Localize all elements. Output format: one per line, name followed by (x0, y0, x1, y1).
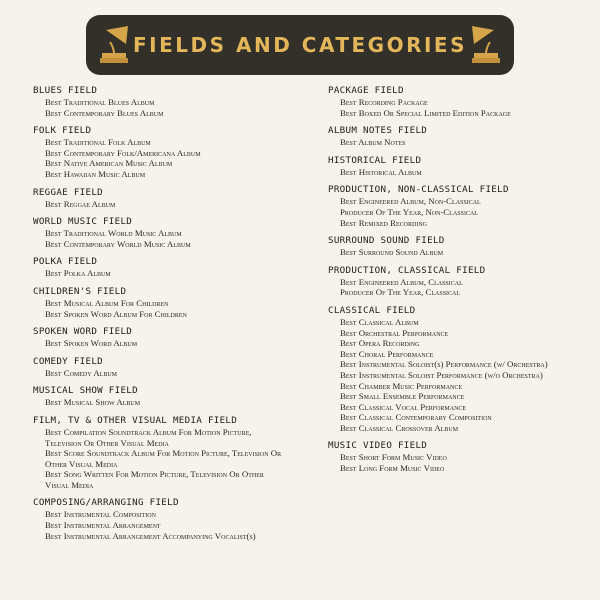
category-item: Best Polka Album (45, 268, 111, 279)
category-item: Best Classical Album (340, 316, 419, 327)
category-item: Best Surround Sound Album (340, 247, 444, 258)
field-composing-arranging-field (33, 497, 323, 541)
category-item: Best Instrumental Soloist(s) Performance (w/ Orchestra) (340, 359, 548, 370)
field-title: PRODUCTION, CLASSICAL FIELD (328, 264, 486, 276)
category-item: Best Musical Album For Children (45, 297, 169, 308)
category-item: Best Song Written For Motion Picture, Television Or Other Visual Media (45, 469, 264, 490)
category-item: Best Traditional Folk Album (45, 137, 151, 148)
field-children-s-field (33, 286, 323, 319)
field-world-music-field (33, 216, 323, 249)
field-title: FOLK FIELD (33, 125, 92, 137)
category-item: Best Recording Package (340, 97, 428, 107)
left-column (33, 85, 323, 548)
field-classical-field (328, 305, 590, 434)
field-title: MUSIC VIDEO FIELD (328, 440, 428, 452)
category-item: Best Engineered Album, Classical (340, 276, 463, 287)
field-title: POLKA FIELD (33, 256, 98, 268)
field-blues-field (33, 85, 323, 118)
category-item: Best Long Form Music Video (340, 463, 445, 474)
page-title: FIELDS AND CATEGORIES (133, 33, 467, 57)
field-historical-field (328, 155, 590, 178)
field-folk-field (33, 125, 323, 179)
category-item: Best Instrumental Arrangement (45, 520, 161, 531)
field-film-tv-other-visual-media-field (33, 415, 323, 491)
field-production-non-classical-field (328, 184, 590, 228)
category-item: Best Reggae Album (45, 198, 116, 209)
gramophone-icon (468, 24, 504, 66)
header-banner (86, 15, 514, 75)
field-polka-field (33, 256, 323, 279)
category-item: Best Spoken Word Album (45, 338, 138, 349)
category-item: Best Traditional Blues Album (45, 97, 155, 107)
field-title: CLASSICAL FIELD (328, 304, 416, 316)
category-item: Best Contemporary World Music Album (45, 238, 191, 249)
category-item: Best Choral Performance (340, 348, 434, 359)
field-album-notes-field (328, 125, 590, 148)
category-item: Best Contemporary Folk/Americana Album (45, 147, 201, 158)
category-item: Best Album Notes (340, 137, 406, 148)
field-title: CHILDREN'S FIELD (33, 285, 127, 297)
field-title: WORLD MUSIC FIELD (33, 216, 133, 228)
field-surround-sound-field (328, 235, 590, 258)
field-title: MUSICAL SHOW FIELD (33, 385, 138, 397)
field-production-classical-field (328, 265, 590, 298)
category-item: Best Classical Vocal Performance (340, 401, 467, 412)
category-item: Best Small Ensemble Performance (340, 391, 465, 402)
category-item: Best Engineered Album, Non-Classical (340, 196, 481, 207)
field-title: REGGAE FIELD (33, 186, 103, 198)
category-item: Best Boxed Or Special Limited Edition Package (340, 107, 511, 118)
category-item: Best Musical Show Album (45, 397, 141, 408)
field-title: COMEDY FIELD (33, 355, 103, 367)
field-title: ALBUM NOTES FIELD (328, 125, 428, 137)
field-title: SURROUND SOUND FIELD (328, 235, 445, 247)
field-title: COMPOSING/ARRANGING FIELD (33, 497, 179, 509)
category-item: Best Comedy Album (45, 367, 118, 378)
category-item: Best Score Soundtrack Album For Motion Picture, Television Or Other Visual Media (45, 448, 282, 469)
field-title: FILM, TV & OTHER VISUAL MEDIA FIELD (33, 414, 238, 426)
category-item: Best Contemporary Blues Album (45, 107, 164, 118)
category-item: Best Opera Recording (340, 338, 420, 349)
category-item: Best Orchestral Performance (340, 327, 449, 338)
category-item: Best Native American Music Album (45, 158, 173, 169)
field-title: SPOKEN WORD FIELD (33, 326, 133, 338)
right-column (328, 85, 590, 481)
field-reggae-field (33, 187, 323, 210)
category-item: Producer Of The Year, Non-Classical (340, 206, 478, 217)
category-item: Best Classical Contemporary Composition (340, 412, 492, 423)
category-item: Best Compilation Soundtrack Album For Motion Picture, Television Or Other Visual Media (45, 426, 252, 448)
category-item: Best Instrumental Composition (45, 509, 156, 520)
field-title: PACKAGE FIELD (328, 85, 404, 96)
category-item: Best Remixed Recording (340, 217, 427, 228)
field-musical-show-field (33, 385, 323, 408)
field-comedy-field (33, 356, 323, 379)
category-item: Best Historical Album (340, 166, 422, 177)
category-item: Best Instrumental Arrangement Accompanying Vocalist(s) (45, 530, 256, 541)
field-spoken-word-field (33, 326, 323, 349)
category-item: Best Short Form Music Video (340, 452, 447, 463)
category-item: Best Chamber Music Performance (340, 380, 463, 391)
category-item: Best Classical Crossover Album (340, 422, 459, 433)
category-item: Best Traditional World Music Album (45, 228, 182, 239)
field-package-field (328, 85, 590, 118)
category-item: Producer Of The Year, Classical (340, 287, 461, 298)
field-music-video-field (328, 440, 590, 473)
field-title: HISTORICAL FIELD (328, 154, 422, 166)
gramophone-icon (96, 24, 132, 66)
category-item: Best Instrumental Soloist Performance (w/o Orchestra) (340, 369, 543, 380)
category-item: Best Hawaiian Music Album (45, 168, 146, 179)
field-title: BLUES FIELD (33, 85, 98, 96)
field-title: PRODUCTION, NON-CLASSICAL FIELD (328, 184, 509, 196)
category-item: Best Spoken Word Album For Children (45, 308, 187, 319)
